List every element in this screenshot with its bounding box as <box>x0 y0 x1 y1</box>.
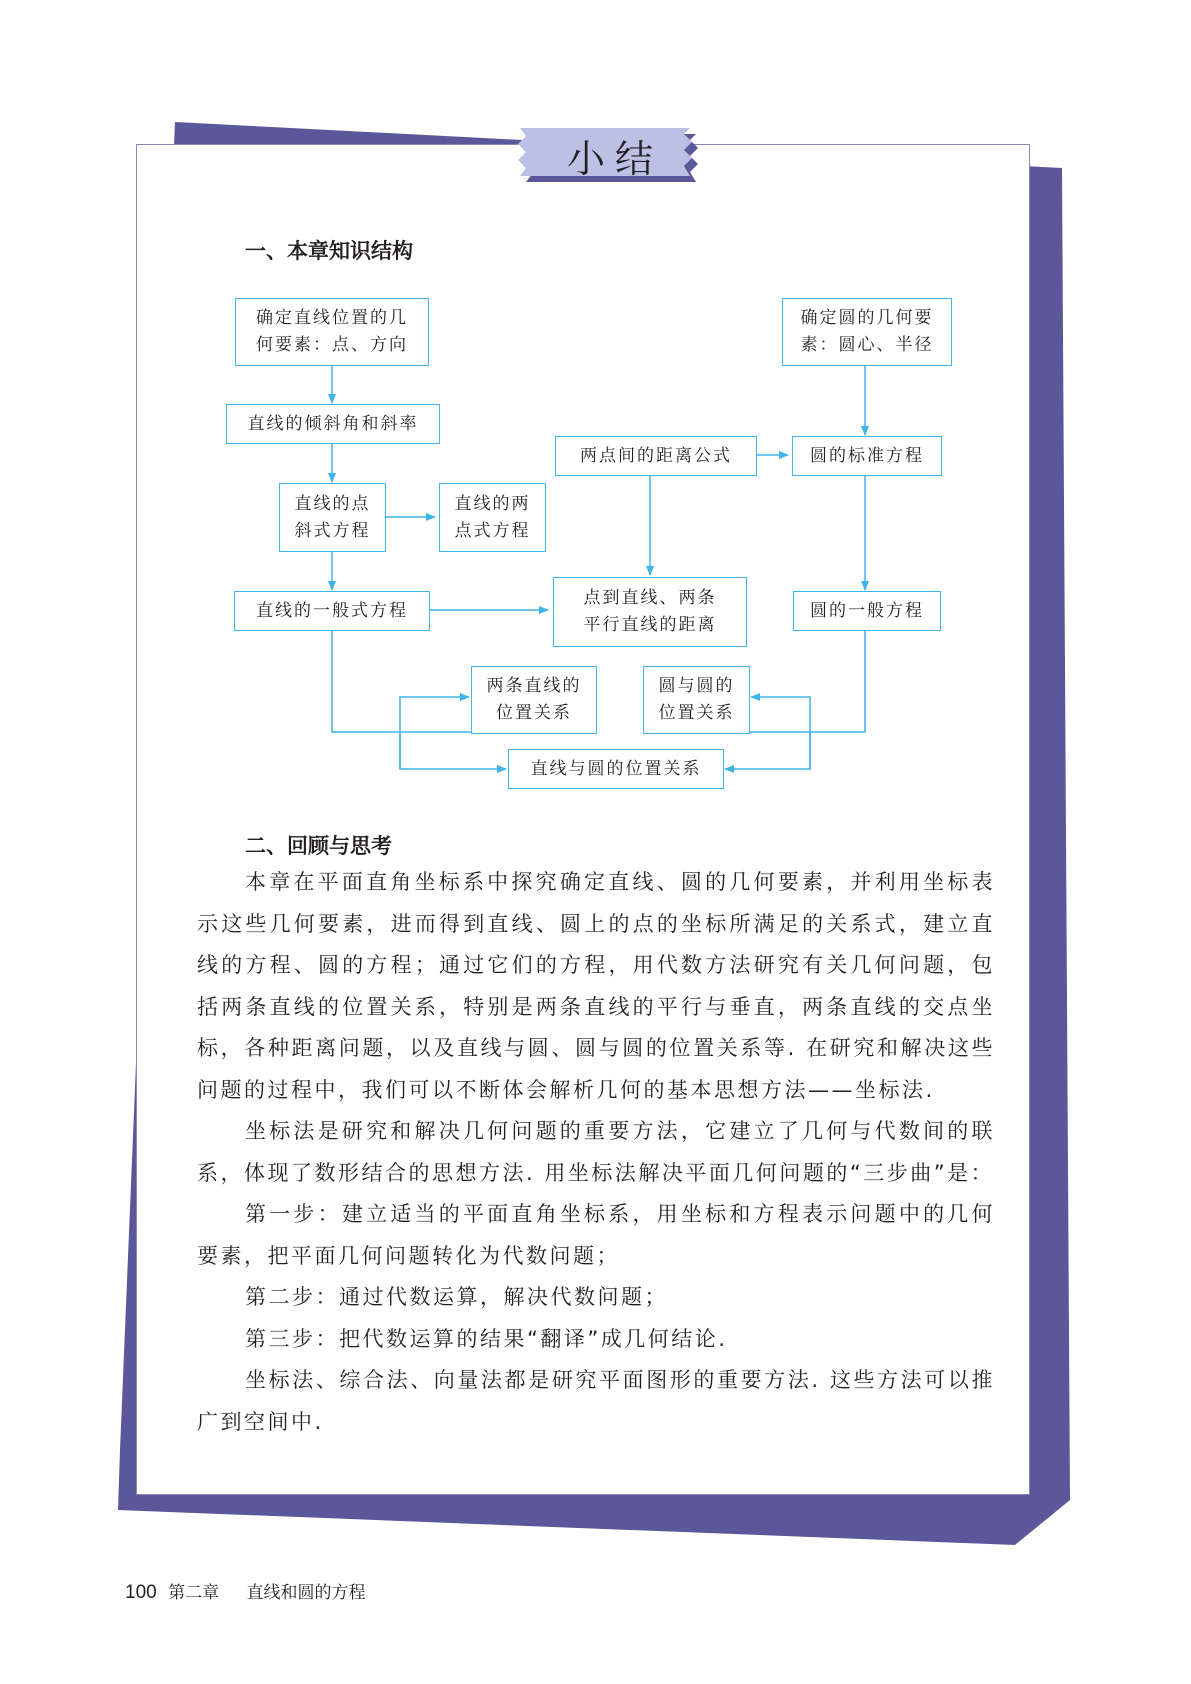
node-point-line-distance: 点到直线、两条 平行直线的距离 <box>553 577 747 647</box>
arrow-to-line-circle-from-right <box>725 732 810 769</box>
heading-knowledge-structure: 一、本章知识结构 <box>245 239 413 263</box>
paragraph: 第一步：建立适当的平面直角坐标系，用坐标和方程表示问题中的几何要素，把平面几何问题转化为代数问题； <box>197 1202 995 1268</box>
node-distance-two-points: 两点间的距离公式 <box>555 436 757 476</box>
paragraph: 第三步：把代数运算的结果“翻译”成几何结论. <box>245 1326 728 1351</box>
paragraph: 坐标法是研究和解决几何问题的重要方法，它建立了几何与代数间的联系，体现了数形结合的思想方法. 用坐标法解决平面几何问题的“三步曲”是： <box>197 1119 995 1185</box>
node-point-slope: 直线的点 斜式方程 <box>279 483 386 552</box>
section-title: 小结 <box>566 136 663 181</box>
page-number: 100 <box>125 1582 157 1603</box>
chapter-title: 直线和圆的方程 <box>246 1583 366 1603</box>
heading-review: 二、回顾与思考 <box>245 834 392 858</box>
node-two-lines-position: 两条直线的 位置关系 <box>471 666 597 734</box>
arrow-to-two-lines-position <box>400 697 469 769</box>
node-two-point: 直线的两 点式方程 <box>439 483 546 552</box>
paragraph: 本章在平面直角坐标系中探究确定直线、圆的几何要素，并利用坐标表示这些几何要素，进而得到直线、圆上的点的坐标所满足的关系式，建立直线的方程、圆的方程；通过它们的方程，用代数方法研究有关几何问题，包括两条直线的位置关系，特别是两条直线的平行与垂直，两条直线的交点坐标，各种距离问题，以及直线与圆、圆与圆的位置关系等. 在研究和解决这些问题的过程中，我们可以不断体会解析几何的基本思想方法——坐标法. <box>197 870 995 1102</box>
page-footer <box>125 1578 366 1604</box>
arrow-to-line-circle-position <box>400 732 506 769</box>
node-circle-general: 圆的一般方程 <box>793 591 941 631</box>
paragraph: 第二步：通过代数运算，解决代数问题； <box>245 1285 668 1309</box>
node-circle-standard: 圆的标准方程 <box>792 436 942 476</box>
node-slope: 直线的倾斜角和斜率 <box>226 404 440 444</box>
paragraph: 坐标法、综合法、向量法都是研究平面图形的重要方法. 这些方法可以推广到空间中. <box>197 1368 995 1434</box>
node-line-circle-position: 直线与圆的位置关系 <box>508 749 724 789</box>
node-circles-position: 圆与圆的 位置关系 <box>643 666 750 734</box>
line-circle-general-to-relations <box>748 630 865 732</box>
node-circle-elements: 确定圆的几何要 素：圆心、半径 <box>782 298 952 366</box>
node-general-line: 直线的一般式方程 <box>234 591 430 631</box>
arrow-to-circles-position <box>751 697 810 769</box>
chapter-label: 第二章 <box>168 1583 220 1603</box>
node-line-elements: 确定直线位置的几 何要素：点、方向 <box>235 298 429 366</box>
review-body <box>197 862 995 1443</box>
